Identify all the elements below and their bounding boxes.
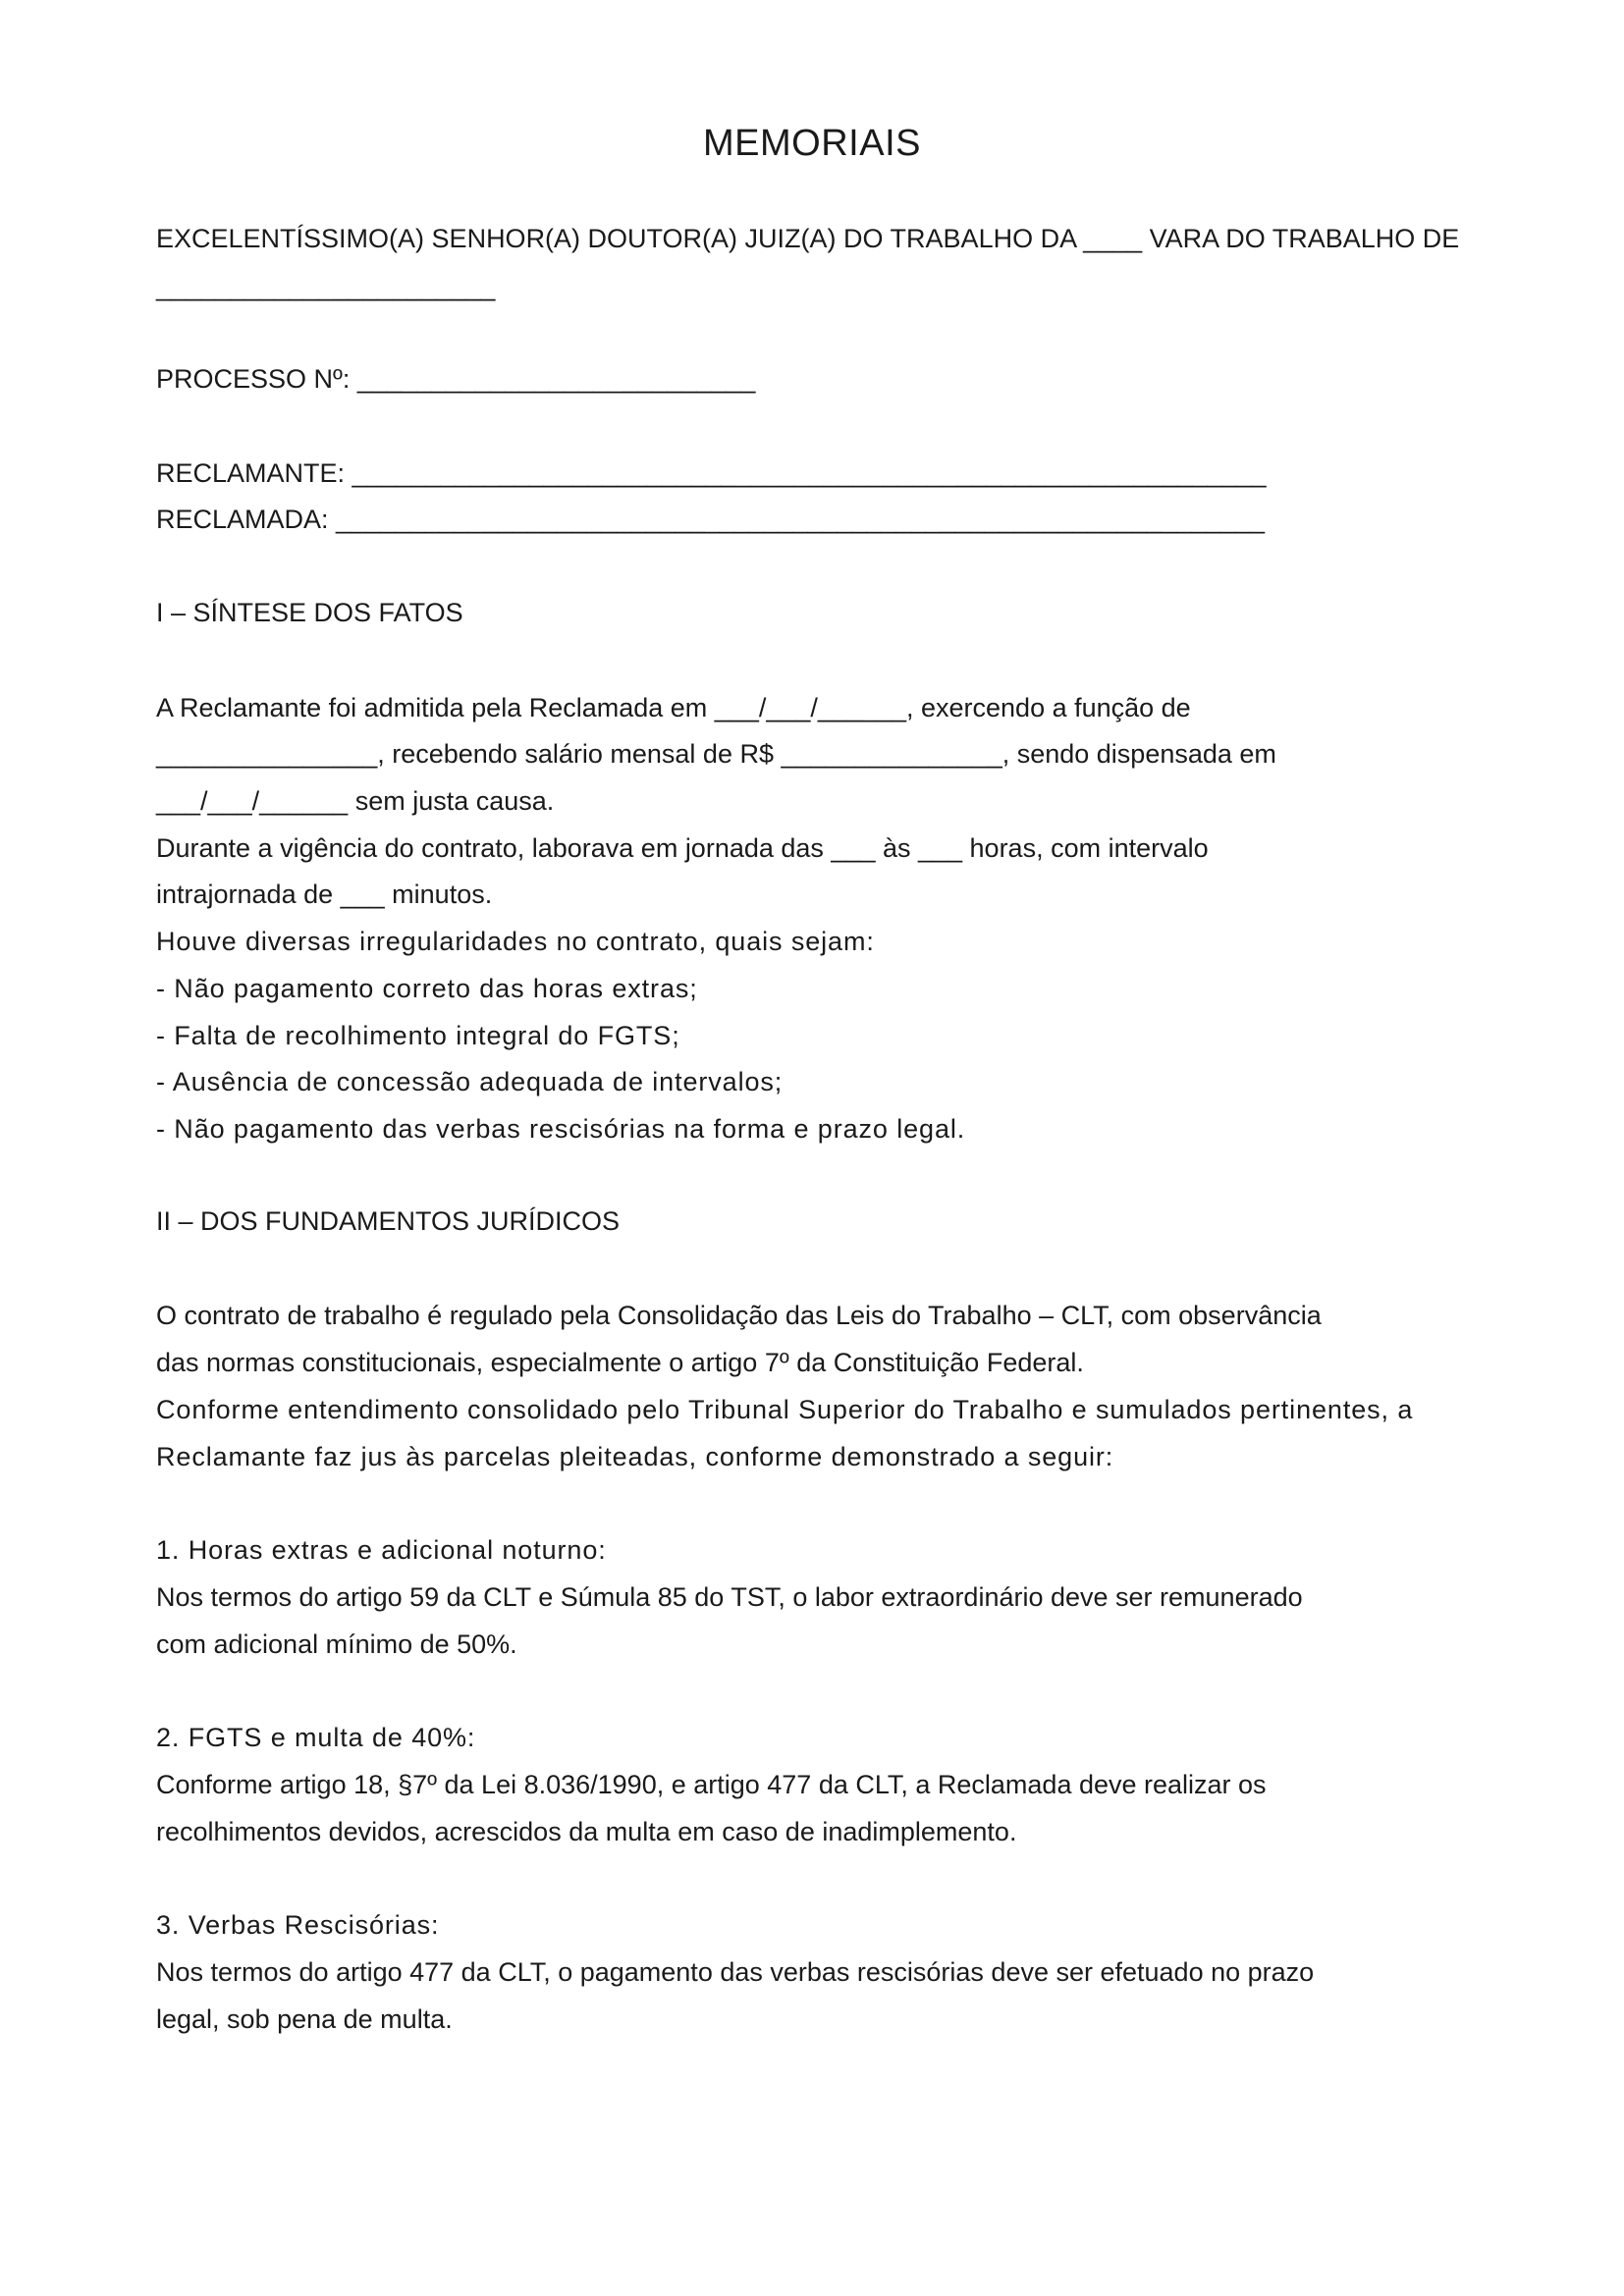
item-heading-overtime: 1. Horas extras e adicional noturno: [156,1535,607,1565]
legal-paragraph-line: das normas constitucionais, especialmente o artigo 7º da Constituição Federal. [156,1348,1084,1377]
address-line: EXCELENTÍSSIMO(A) SENHOR(A) DOUTOR(A) JUIZ(A) DO TRABALHO DA ____ VARA DO TRABALHO DE [156,224,1460,253]
item-text-line: com adicional mínimo de 50%. [156,1629,517,1659]
item-heading-severance: 3. Verbas Rescisórias: [156,1910,440,1940]
facts-paragraph-line: Houve diversas irregularidades no contrato, quais sejam: [156,927,875,956]
item-text-line: Nos termos do artigo 477 da CLT, o pagamento das verbas rescisórias deve ser efetuado no prazo [156,1957,1315,1987]
legal-paragraph-line: O contrato de trabalho é regulado pela Consolidação das Leis do Trabalho – CLT, com observância [156,1301,1322,1330]
item-text-line: Nos termos do artigo 59 da CLT e Súmula 85 do TST, o labor extraordinário deve ser remunerado [156,1582,1303,1612]
facts-list-item: - Falta de recolhimento integral do FGTS; [156,1021,680,1050]
facts-list-item: - Ausência de concessão adequada de intervalos; [156,1067,784,1096]
section-heading-facts: I – SÍNTESE DOS FATOS [156,598,463,627]
facts-paragraph-line: A Reclamante foi admitida pela Reclamada em ___/___/______, exercendo a função de [156,693,1191,722]
item-text-line: Conforme artigo 18, §7º da Lei 8.036/1990, e artigo 477 da CLT, a Reclamada deve realizar os [156,1770,1267,1799]
process-number-line: PROCESSO Nº: ___________________________ [156,364,756,394]
section-heading-legal-grounds: II – DOS FUNDAMENTOS JURÍDICOS [156,1206,621,1236]
facts-list-item: - Não pagamento das verbas rescisórias na forma e prazo legal. [156,1114,966,1144]
document-title: MEMORIAIS [703,123,921,164]
facts-list-item: - Não pagamento correto das horas extras; [156,974,698,1003]
item-text-line: recolhimentos devidos, acrescidos da multa em caso de inadimplemento. [156,1817,1017,1846]
facts-paragraph-line: _______________, recebendo salário mensal de R$ _______________, sendo dispensada em [156,739,1276,769]
defendant-line: RECLAMADA: _______________________________________________________________ [156,505,1266,534]
facts-paragraph-line: intrajornada de ___ minutos. [156,880,493,909]
legal-paragraph-line: Conforme entendimento consolidado pelo Tribunal Superior do Trabalho e sumulados pertinentes, a [156,1395,1414,1424]
facts-paragraph-line: Durante a vigência do contrato, laborava em jornada das ___ às ___ horas, com intervalo [156,833,1209,863]
item-heading-fgts: 2. FGTS e multa de 40%: [156,1723,476,1752]
address-blank-line: _______________________ [156,272,496,301]
item-text-line: legal, sob pena de multa. [156,2004,453,2034]
claimant-line: RECLAMANTE: ______________________________________________________________ [156,458,1267,488]
facts-paragraph-line: ___/___/______ sem justa causa. [156,786,555,816]
legal-paragraph-line: Reclamante faz jus às parcelas pleiteadas, conforme demonstrado a seguir: [156,1442,1114,1471]
